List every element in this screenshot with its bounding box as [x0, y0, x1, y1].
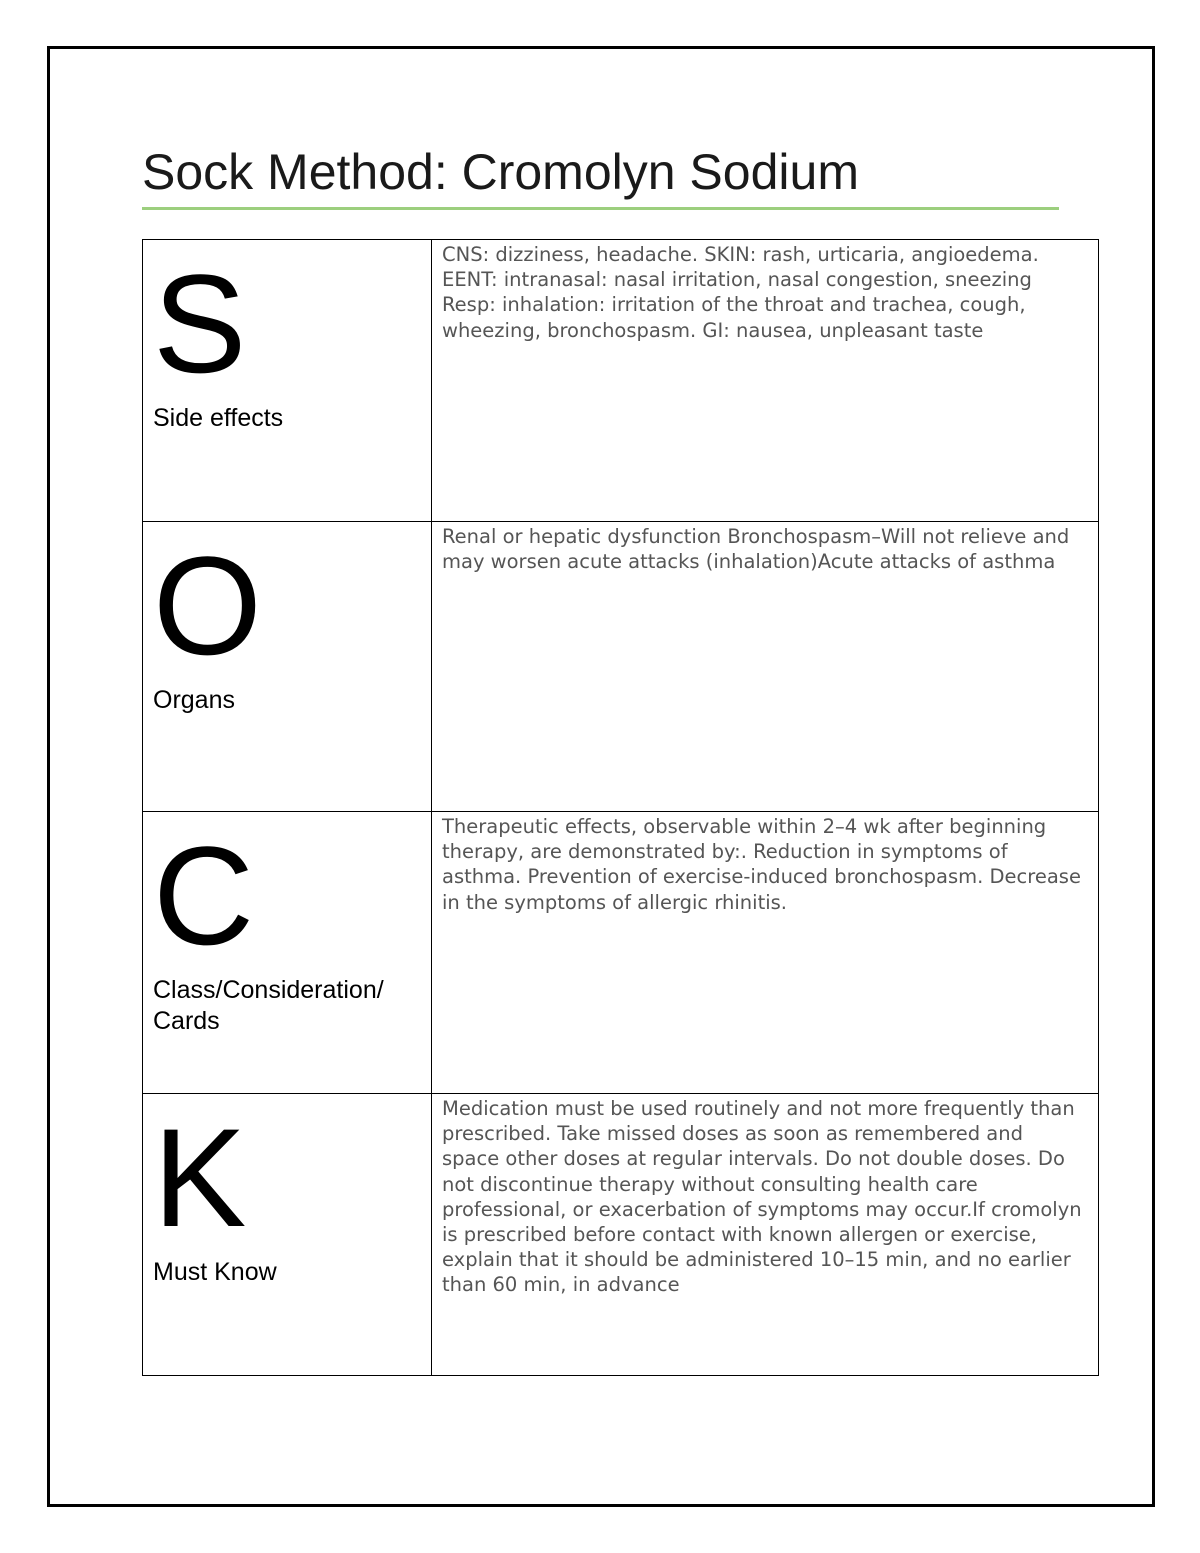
label-class-consideration-cards: Class/Consideration/ Cards: [153, 976, 384, 1035]
big-letter-o: O: [153, 527, 262, 684]
big-letter-k: K: [153, 1099, 247, 1256]
page-title: Sock Method: Cromolyn Sodium: [142, 144, 859, 200]
content-cell-s: [432, 240, 1099, 522]
big-letter-s: S: [153, 245, 247, 402]
label-side-effects: Side effects: [153, 404, 284, 432]
title-underline: [142, 207, 1059, 210]
letter-cell-k: [143, 1094, 432, 1376]
label-organs: Organs: [153, 686, 235, 714]
big-letter-c: C: [153, 817, 255, 974]
content-cell-c: [432, 812, 1099, 1094]
must-know-text: Medication must be used routinely and not more frequently than prescribed. Take missed doses as soon as remembered and space other doses at regular intervals. Do not double doses. Do not discontinue therapy without consulting health care professional, or exacerbation of symptoms may occur.If cromolyn is prescribed before contact with known allergen or exercise, explain that it should be administered 10–15 min, and no earlier than 60 min, in advance: [442, 1097, 1082, 1297]
class-text: Therapeutic effects, observable within 2–4 wk after beginning therapy, are demonstrated by:. Reduction in symptoms of asthma. Prevention of exercise-induced bronchospasm. Decrease in the symptoms of allergic rhinitis.: [442, 815, 1081, 914]
letter-cell-o: [143, 522, 432, 812]
letter-cell-s: [143, 240, 432, 522]
table-row-o: [143, 522, 1099, 812]
sock-table: [142, 239, 1099, 1376]
content-cell-o: [432, 522, 1099, 812]
table-row-s: [143, 240, 1099, 522]
label-must-know: Must Know: [153, 1258, 277, 1286]
letter-cell-c: [143, 812, 432, 1094]
table-row-k: [143, 1094, 1099, 1376]
organs-text: Renal or hepatic dysfunction Bronchospasm–Will not relieve and may worsen acute attacks (inhalation)Acute attacks of asthma: [442, 525, 1070, 574]
side-effects-text: CNS: dizziness, headache. SKIN: rash, urticaria, angioedema. EENT: intranasal: nasal irritation, nasal congestion, sneezing Resp: inhalation: irritation of the throat and trachea, cough, wheezing, bronchospasm. GI: nausea, unpleasant taste: [442, 243, 1039, 342]
table-row-c: [143, 812, 1099, 1094]
content-cell-k: [432, 1094, 1099, 1376]
